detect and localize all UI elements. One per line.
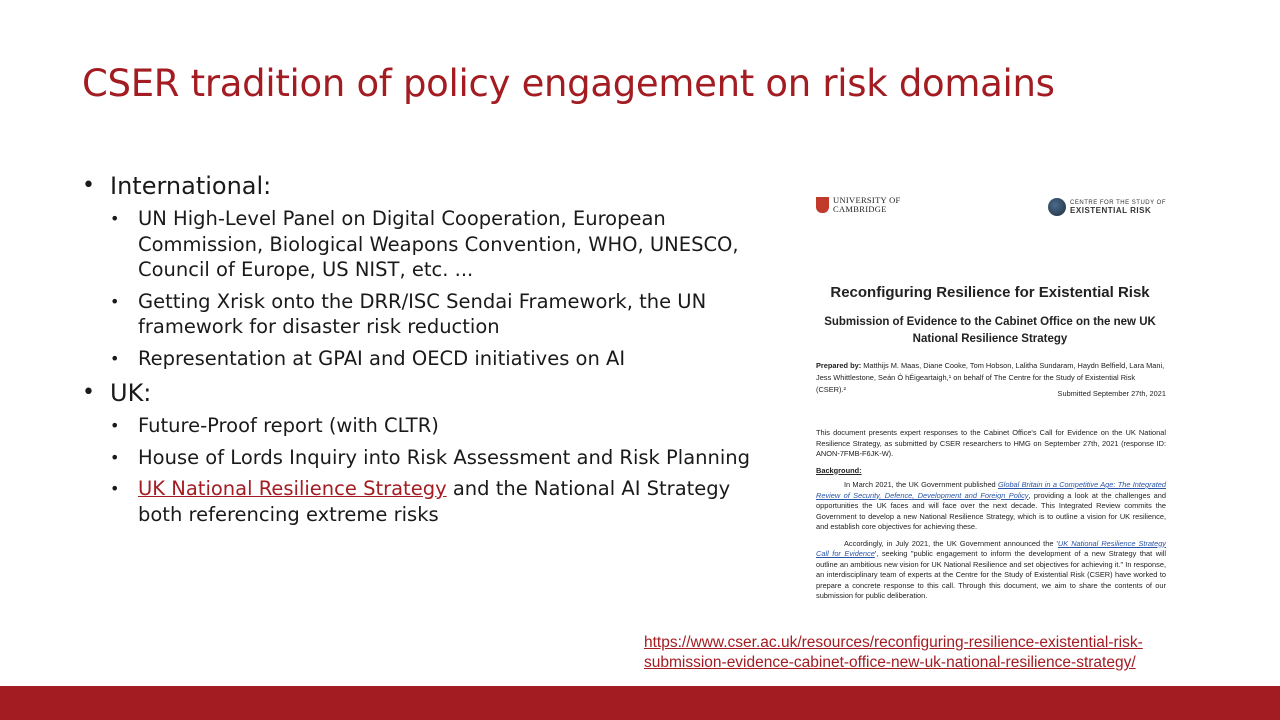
document-paragraph: Accordingly, in July 2021, the UK Government announced the 'UK National Resilience Strategy Call for Evidence', seeking "public engagement to inform the development of a new Strategy that will outline an ambitious new vision for UK National Resilience and set objectives for achieving it." In response, an interdisciplinary team of experts at the Centre for the Study of Existential Risk (CSER) have worked to prepare a concrete response to this call. Through this document, we aim to share the contents of our submission for public deliberation. xyxy=(816,538,1166,600)
resilience-strategy-link[interactable]: UK National Resilience Strategy xyxy=(138,477,447,500)
bullet-uk: • UK: xyxy=(82,377,762,409)
cser-logo-text: CENTRE FOR THE STUDY OF EXISTENTIAL RISK xyxy=(1070,199,1166,215)
document-body xyxy=(816,428,1166,608)
bullet-item: • Future-Proof report (with CLTR) xyxy=(82,413,762,439)
background-heading: Background: xyxy=(816,465,862,475)
cambridge-logo-text: UNIVERSITY OF CAMBRIDGE xyxy=(833,195,901,214)
source-url-link[interactable]: https://www.cser.ac.uk/resources/reconfiguring-resilience-existential-risk-submission-evidence-cabinet-office-new-uk-national-resilience-strategy/ xyxy=(644,634,1143,671)
bullet-item-rest: and the National AI Strategy both referencing extreme risks xyxy=(138,477,731,526)
document-title: Reconfiguring Resilience for Existential Risk xyxy=(830,284,1150,301)
cambridge-logo xyxy=(816,196,901,214)
cser-logo xyxy=(1048,198,1166,216)
cambridge-shield-icon xyxy=(816,197,829,213)
bullet-item: • Representation at GPAI and OECD initiatives on AI xyxy=(82,346,762,372)
bullet-item: • UN High-Level Panel on Digital Cooperation, European Commission, Biological Weapons Convention, WHO, UNESCO, Council of Europe, US NIST, etc. ... xyxy=(82,206,762,283)
document-paragraph: In March 2021, the UK Government published Global Britain in a Competitive Age: The Integrated Review of Security, Defence, Development and Foreign Policy, providing a look at the challenges and opportunities the UK faces and will face over the next decade. This Integrated Review commits the Government to develop a new National Resilience Strategy, which is to outline a vision for UK resilience, and establish core objectives for achieving these. xyxy=(816,480,1166,531)
document-authors: Prepared by: Matthijs M. Maas, Diane Cooke, Tom Hobson, Lalitha Sundaram, Haydn Belfield, Lara Mani, Jess Whittlestone, Seán Ó hÉigeartaigh,¹ on behalf of The Centre for the Study of Existential Risk (CSER).² xyxy=(816,361,1165,394)
document-intro: This document presents expert responses to the Cabinet Office's Call for Evidence on the UK National Resilience Strategy, as submitted by CSER researchers to HMG on September 27th, 2021 (response ID: ANON-7FMB-F6JK-W). xyxy=(816,428,1166,458)
document-preview-image xyxy=(800,180,1180,630)
cser-globe-icon xyxy=(1048,198,1066,216)
bullet-item: • Getting Xrisk onto the DRR/ISC Sendai Framework, the UN framework for disaster risk reduction xyxy=(82,289,762,340)
slide-title: CSER tradition of policy engagement on risk domains xyxy=(82,62,1055,105)
footer-bar xyxy=(0,686,1280,720)
document-subtitle: Submission of Evidence to the Cabinet Office on the new UK National Resilience Strategy xyxy=(824,316,1156,345)
bullet-item: • House of Lords Inquiry into Risk Assessment and Risk Planning xyxy=(82,445,762,471)
bullet-list xyxy=(82,170,762,533)
document-date: Submitted September 27th, 2021 xyxy=(1057,389,1166,398)
bullet-item-resilience xyxy=(82,476,762,527)
bullet-international: • International: xyxy=(82,170,762,202)
